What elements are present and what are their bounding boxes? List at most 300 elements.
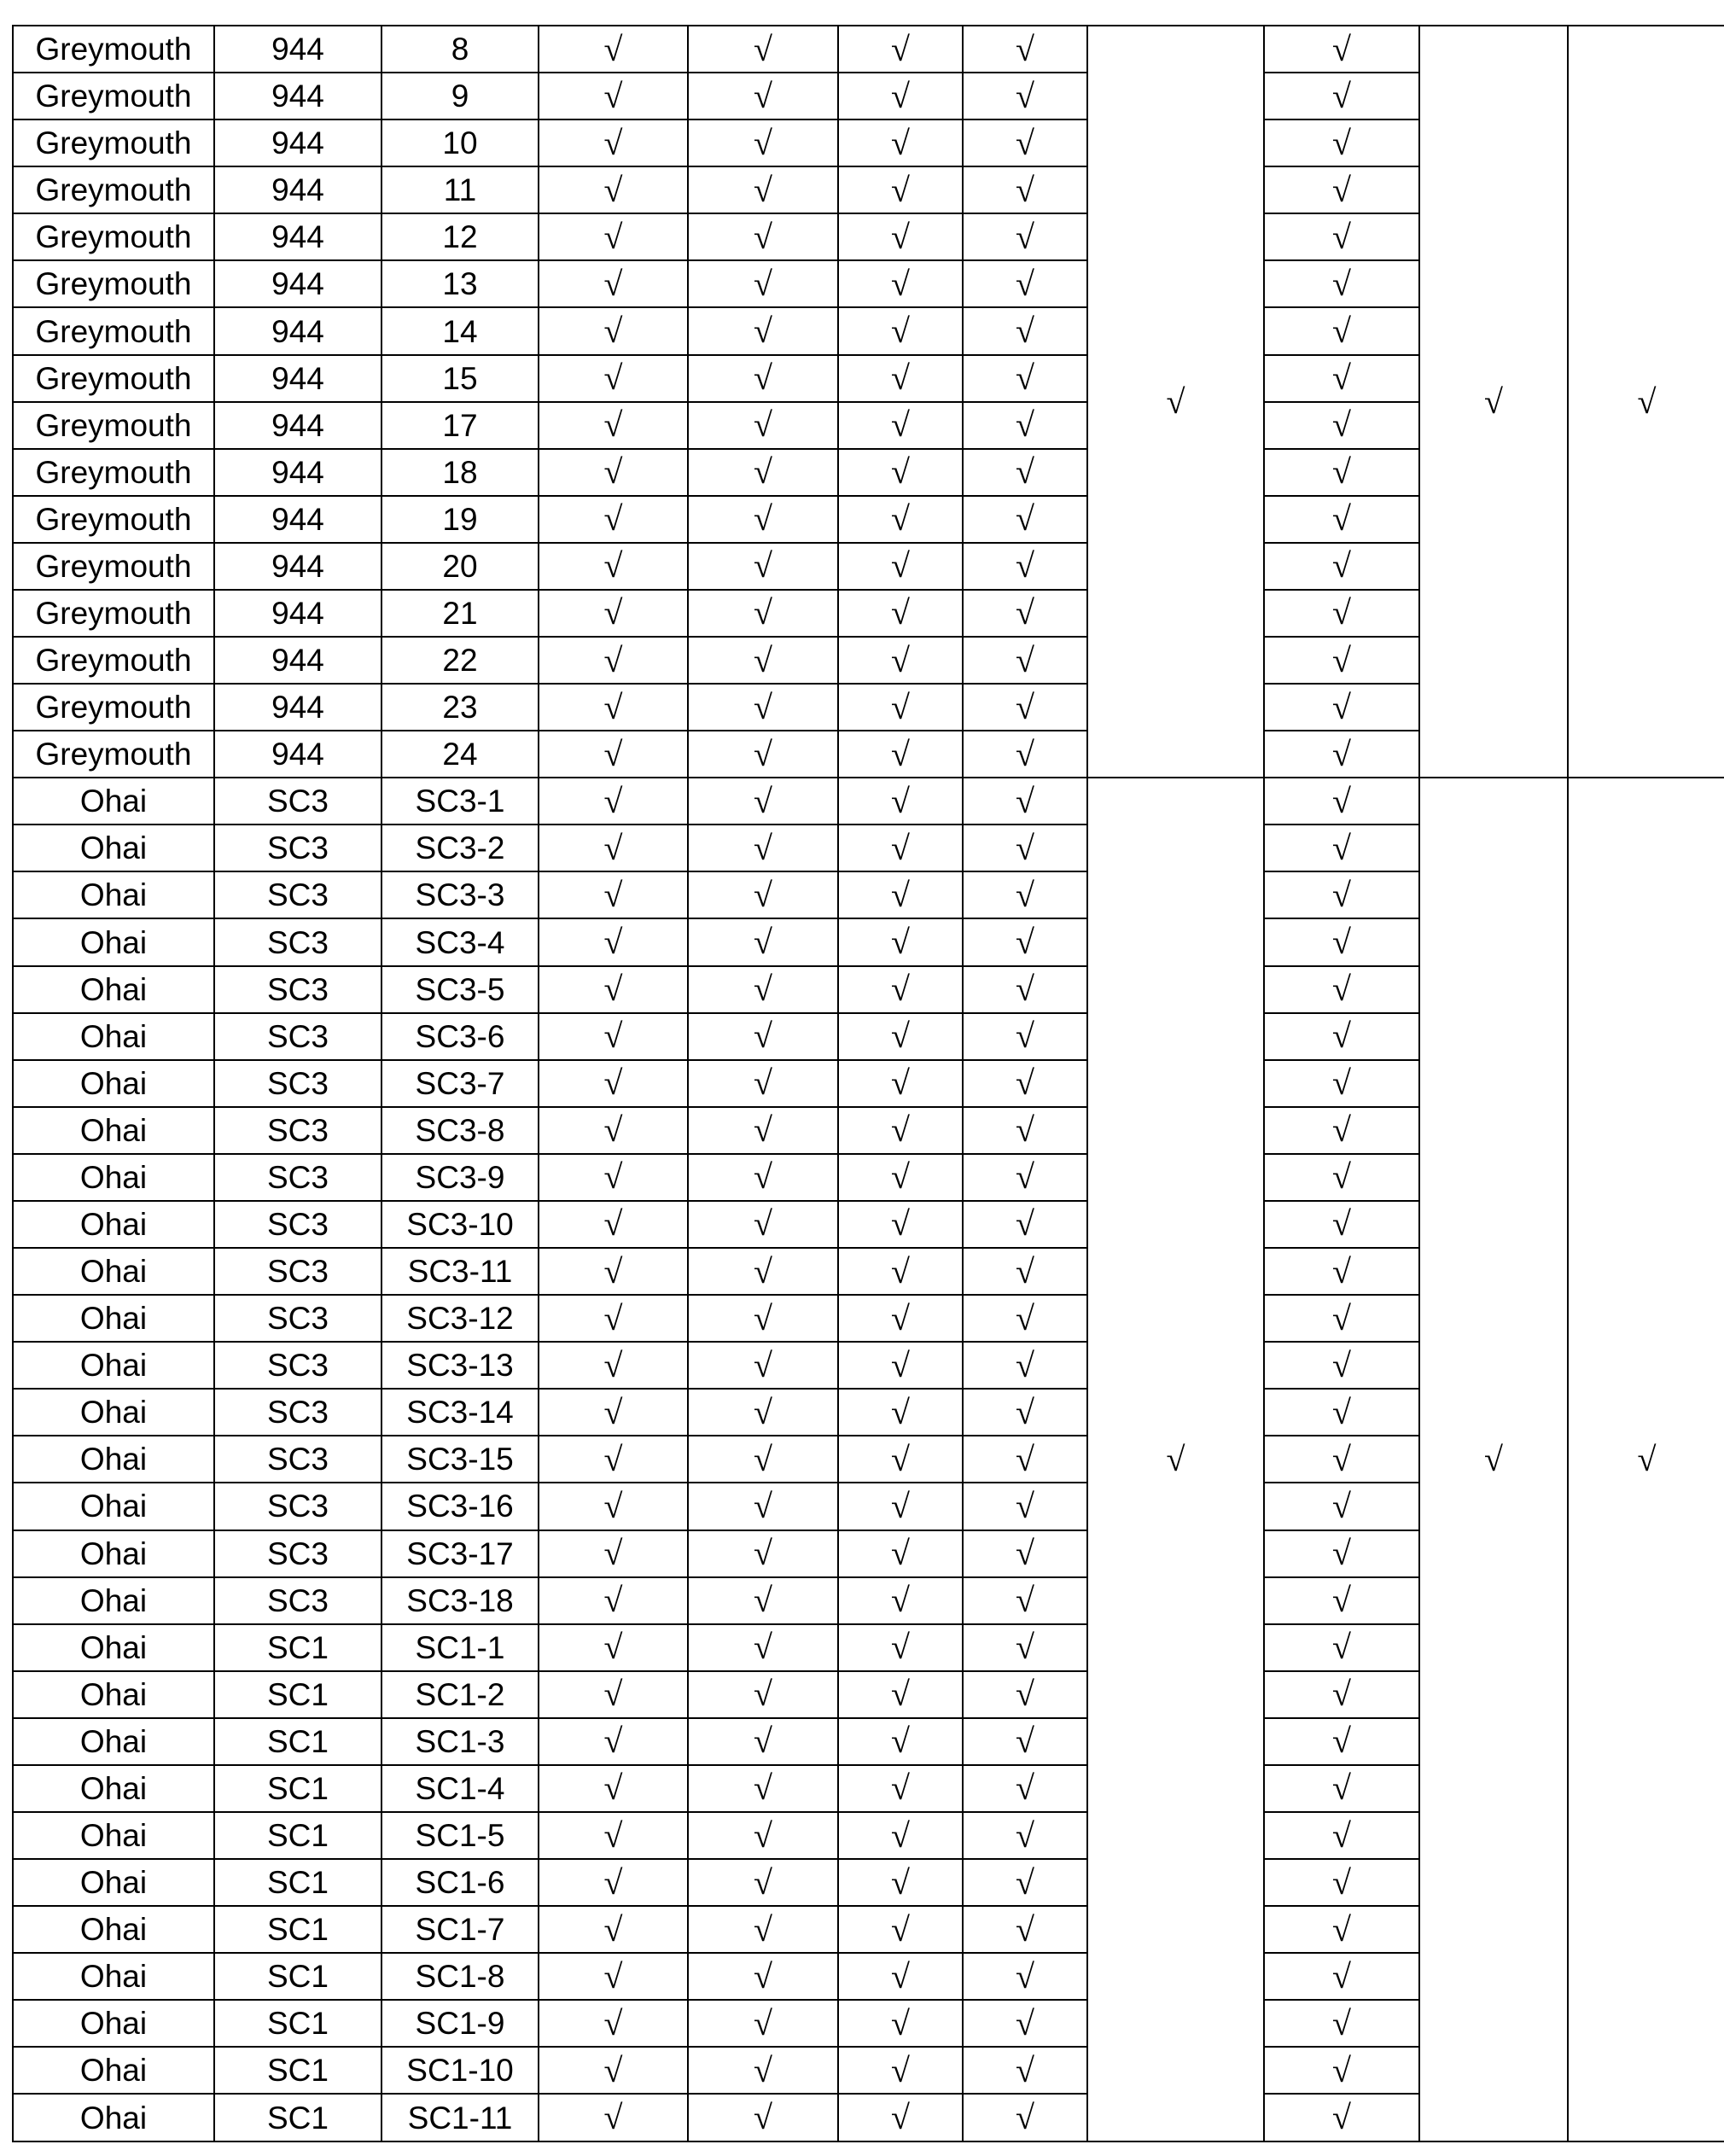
sample-cell: SC1-2 — [381, 1671, 539, 1718]
site-cell: Ohai — [13, 778, 214, 825]
code-cell: SC1 — [214, 1671, 381, 1718]
code-cell: SC1 — [214, 1859, 381, 1906]
check-cell: √ — [838, 966, 963, 1013]
check-cell: √ — [539, 871, 688, 918]
check-cell: √ — [838, 1154, 963, 1201]
sample-cell: 12 — [381, 213, 539, 260]
sample-cell: 19 — [381, 496, 539, 543]
sample-cell: 10 — [381, 119, 539, 166]
code-cell: SC3 — [214, 1154, 381, 1201]
check-cell: √ — [963, 449, 1087, 496]
check-cell: √ — [1264, 1859, 1419, 1906]
sample-cell: SC3-14 — [381, 1389, 539, 1436]
code-cell: SC3 — [214, 1483, 381, 1530]
check-cell: √ — [539, 1107, 688, 1154]
check-cell: √ — [1264, 1765, 1419, 1812]
code-cell: SC1 — [214, 1812, 381, 1859]
check-cell: √ — [539, 1765, 688, 1812]
sample-cell: 9 — [381, 73, 539, 119]
check-cell: √ — [838, 260, 963, 307]
check-cell: √ — [688, 119, 838, 166]
check-cell: √ — [1264, 637, 1419, 684]
check-cell: √ — [838, 1906, 963, 1953]
check-cell: √ — [963, 1812, 1087, 1859]
merged-check-cell: √ — [1419, 778, 1568, 2141]
check-cell: √ — [539, 918, 688, 965]
check-cell: √ — [539, 1060, 688, 1107]
check-cell: √ — [539, 966, 688, 1013]
check-cell: √ — [963, 496, 1087, 543]
check-cell: √ — [838, 1812, 963, 1859]
check-cell: √ — [1264, 1812, 1419, 1859]
check-cell: √ — [688, 871, 838, 918]
check-cell: √ — [539, 1013, 688, 1060]
check-cell: √ — [963, 543, 1087, 590]
check-cell: √ — [1264, 918, 1419, 965]
site-cell: Ohai — [13, 1765, 214, 1812]
sample-cell: SC3-17 — [381, 1530, 539, 1577]
sample-cell: 23 — [381, 684, 539, 731]
check-cell: √ — [838, 1859, 963, 1906]
check-cell: √ — [539, 1812, 688, 1859]
check-cell: √ — [688, 684, 838, 731]
check-cell: √ — [838, 355, 963, 402]
check-cell: √ — [539, 2000, 688, 2047]
site-cell: Ohai — [13, 1671, 214, 1718]
check-cell: √ — [963, 1624, 1087, 1671]
check-cell: √ — [688, 166, 838, 213]
code-cell: 944 — [214, 260, 381, 307]
check-cell: √ — [963, 119, 1087, 166]
check-cell: √ — [963, 731, 1087, 778]
code-cell: 944 — [214, 119, 381, 166]
code-cell: 944 — [214, 590, 381, 637]
check-cell: √ — [963, 1530, 1087, 1577]
check-cell: √ — [1264, 1107, 1419, 1154]
check-cell: √ — [539, 1342, 688, 1389]
check-cell: √ — [1264, 2094, 1419, 2141]
check-cell: √ — [688, 1718, 838, 1765]
check-cell: √ — [1264, 1154, 1419, 1201]
check-cell: √ — [1264, 260, 1419, 307]
sample-cell: SC3-11 — [381, 1248, 539, 1295]
check-cell: √ — [838, 871, 963, 918]
check-cell: √ — [539, 778, 688, 825]
sample-cell: SC3-8 — [381, 1107, 539, 1154]
code-cell: SC3 — [214, 1013, 381, 1060]
check-cell: √ — [688, 1342, 838, 1389]
check-cell: √ — [539, 166, 688, 213]
check-cell: √ — [688, 1577, 838, 1624]
sample-cell: SC3-7 — [381, 1060, 539, 1107]
check-cell: √ — [539, 402, 688, 449]
sample-cell: SC3-16 — [381, 1483, 539, 1530]
check-cell: √ — [838, 590, 963, 637]
check-cell: √ — [1264, 1295, 1419, 1342]
merged-check-cell: √ — [1087, 26, 1264, 778]
site-cell: Greymouth — [13, 26, 214, 73]
sample-cell: SC1-11 — [381, 2094, 539, 2141]
site-cell: Ohai — [13, 1389, 214, 1436]
check-cell: √ — [539, 1530, 688, 1577]
check-cell: √ — [539, 260, 688, 307]
check-cell: √ — [963, 966, 1087, 1013]
code-cell: 944 — [214, 496, 381, 543]
check-cell: √ — [688, 1201, 838, 1248]
site-cell: Ohai — [13, 1953, 214, 2000]
code-cell: 944 — [214, 213, 381, 260]
check-cell: √ — [688, 2000, 838, 2047]
check-cell: √ — [1264, 1953, 1419, 2000]
check-cell: √ — [838, 402, 963, 449]
check-cell: √ — [1264, 966, 1419, 1013]
code-cell: SC3 — [214, 1201, 381, 1248]
check-cell: √ — [963, 1859, 1087, 1906]
check-cell: √ — [838, 1483, 963, 1530]
code-cell: 944 — [214, 166, 381, 213]
sample-cell: 18 — [381, 449, 539, 496]
sample-cell: 11 — [381, 166, 539, 213]
check-cell: √ — [539, 1859, 688, 1906]
check-cell: √ — [838, 1060, 963, 1107]
check-cell: √ — [963, 871, 1087, 918]
check-cell: √ — [838, 825, 963, 871]
site-cell: Ohai — [13, 1154, 214, 1201]
check-cell: √ — [539, 1295, 688, 1342]
sample-cell: SC1-9 — [381, 2000, 539, 2047]
check-cell: √ — [963, 1295, 1087, 1342]
check-cell: √ — [688, 1859, 838, 1906]
check-cell: √ — [963, 1154, 1087, 1201]
code-cell: 944 — [214, 543, 381, 590]
sample-cell: SC3-10 — [381, 1201, 539, 1248]
check-cell: √ — [1264, 543, 1419, 590]
check-cell: √ — [838, 307, 963, 354]
code-cell: SC3 — [214, 778, 381, 825]
check-cell: √ — [688, 1013, 838, 1060]
code-cell: 944 — [214, 402, 381, 449]
check-cell: √ — [539, 307, 688, 354]
check-cell: √ — [539, 684, 688, 731]
code-cell: SC3 — [214, 1295, 381, 1342]
code-cell: 944 — [214, 684, 381, 731]
check-cell: √ — [963, 918, 1087, 965]
check-cell: √ — [1264, 355, 1419, 402]
site-cell: Ohai — [13, 966, 214, 1013]
code-cell: 944 — [214, 355, 381, 402]
code-cell: SC3 — [214, 1060, 381, 1107]
check-cell: √ — [963, 1201, 1087, 1248]
site-cell: Ohai — [13, 1718, 214, 1765]
check-cell: √ — [963, 402, 1087, 449]
check-cell: √ — [838, 1953, 963, 2000]
sample-cell: SC3-15 — [381, 1436, 539, 1483]
site-cell: Ohai — [13, 1107, 214, 1154]
check-cell: √ — [1264, 1906, 1419, 1953]
site-cell: Ohai — [13, 2047, 214, 2094]
check-cell: √ — [963, 355, 1087, 402]
check-cell: √ — [963, 1718, 1087, 1765]
check-cell: √ — [688, 1671, 838, 1718]
site-cell: Greymouth — [13, 213, 214, 260]
site-cell: Greymouth — [13, 119, 214, 166]
check-cell: √ — [838, 543, 963, 590]
site-cell: Ohai — [13, 1624, 214, 1671]
check-cell: √ — [688, 449, 838, 496]
sample-cell: 20 — [381, 543, 539, 590]
check-cell: √ — [1264, 1483, 1419, 1530]
check-cell: √ — [539, 213, 688, 260]
check-cell: √ — [963, 73, 1087, 119]
check-cell: √ — [539, 355, 688, 402]
check-cell: √ — [963, 2094, 1087, 2141]
check-cell: √ — [963, 2000, 1087, 2047]
check-cell: √ — [1264, 26, 1419, 73]
check-cell: √ — [838, 918, 963, 965]
sample-cell: SC3-9 — [381, 1154, 539, 1201]
check-cell: √ — [688, 496, 838, 543]
site-cell: Ohai — [13, 918, 214, 965]
site-cell: Ohai — [13, 1248, 214, 1295]
sample-cell: SC3-4 — [381, 918, 539, 965]
code-cell: SC1 — [214, 2094, 381, 2141]
check-cell: √ — [963, 1483, 1087, 1530]
check-cell: √ — [688, 1765, 838, 1812]
check-cell: √ — [963, 637, 1087, 684]
check-cell: √ — [688, 1060, 838, 1107]
check-cell: √ — [1264, 1530, 1419, 1577]
check-cell: √ — [838, 731, 963, 778]
check-cell: √ — [838, 26, 963, 73]
check-cell: √ — [963, 307, 1087, 354]
check-cell: √ — [838, 1436, 963, 1483]
check-cell: √ — [688, 966, 838, 1013]
merged-check-cell: √ — [1568, 26, 1724, 778]
check-cell: √ — [688, 260, 838, 307]
table-body — [13, 26, 1724, 2141]
check-cell: √ — [963, 1060, 1087, 1107]
check-cell: √ — [688, 637, 838, 684]
check-cell: √ — [688, 543, 838, 590]
sample-cell: 15 — [381, 355, 539, 402]
sample-cell: SC1-3 — [381, 1718, 539, 1765]
check-cell: √ — [1264, 402, 1419, 449]
code-cell: SC3 — [214, 1436, 381, 1483]
check-cell: √ — [838, 1013, 963, 1060]
check-cell: √ — [539, 26, 688, 73]
check-cell: √ — [539, 2047, 688, 2094]
check-cell: √ — [688, 2047, 838, 2094]
check-cell: √ — [838, 1389, 963, 1436]
site-cell: Ohai — [13, 1859, 214, 1906]
check-cell: √ — [1264, 1671, 1419, 1718]
check-cell: √ — [1264, 496, 1419, 543]
site-cell: Ohai — [13, 1906, 214, 1953]
check-cell: √ — [539, 449, 688, 496]
code-cell: 944 — [214, 307, 381, 354]
sample-cell: SC3-18 — [381, 1577, 539, 1624]
sample-cell: SC3-3 — [381, 871, 539, 918]
site-cell: Ohai — [13, 1436, 214, 1483]
check-cell: √ — [963, 1436, 1087, 1483]
site-cell: Greymouth — [13, 731, 214, 778]
check-cell: √ — [1264, 871, 1419, 918]
check-cell: √ — [539, 1953, 688, 2000]
site-cell: Ohai — [13, 1530, 214, 1577]
sample-cell: SC3-1 — [381, 778, 539, 825]
check-cell: √ — [838, 637, 963, 684]
code-cell: SC1 — [214, 1718, 381, 1765]
sample-cell: SC1-7 — [381, 1906, 539, 1953]
check-cell: √ — [1264, 684, 1419, 731]
code-cell: SC3 — [214, 1248, 381, 1295]
site-cell: Ohai — [13, 825, 214, 871]
site-cell: Ohai — [13, 871, 214, 918]
check-cell: √ — [1264, 1342, 1419, 1389]
site-cell: Ohai — [13, 2000, 214, 2047]
table-row — [13, 778, 1724, 825]
sample-cell: SC3-2 — [381, 825, 539, 871]
merged-check-cell: √ — [1087, 778, 1264, 2141]
check-cell: √ — [688, 26, 838, 73]
check-cell: √ — [1264, 1577, 1419, 1624]
site-cell: Greymouth — [13, 402, 214, 449]
merged-check-cell: √ — [1419, 26, 1568, 778]
check-cell: √ — [1264, 1718, 1419, 1765]
site-cell: Ohai — [13, 1342, 214, 1389]
check-cell: √ — [963, 1248, 1087, 1295]
check-cell: √ — [1264, 73, 1419, 119]
site-cell: Ohai — [13, 1295, 214, 1342]
site-cell: Greymouth — [13, 590, 214, 637]
check-cell: √ — [1264, 1060, 1419, 1107]
check-cell: √ — [838, 1671, 963, 1718]
code-cell: SC1 — [214, 2000, 381, 2047]
check-cell: √ — [1264, 166, 1419, 213]
site-cell: Ohai — [13, 1060, 214, 1107]
check-cell: √ — [1264, 1013, 1419, 1060]
check-cell: √ — [1264, 119, 1419, 166]
check-cell: √ — [838, 213, 963, 260]
check-cell: √ — [1264, 2000, 1419, 2047]
check-cell: √ — [539, 1577, 688, 1624]
sample-cell: 17 — [381, 402, 539, 449]
check-cell: √ — [838, 1577, 963, 1624]
check-cell: √ — [539, 543, 688, 590]
code-cell: SC3 — [214, 1342, 381, 1389]
sample-cell: SC1-10 — [381, 2047, 539, 2094]
code-cell: SC3 — [214, 871, 381, 918]
check-cell: √ — [539, 1248, 688, 1295]
code-cell: SC1 — [214, 1953, 381, 2000]
sample-cell: SC1-4 — [381, 1765, 539, 1812]
sample-cell: 8 — [381, 26, 539, 73]
check-cell: √ — [688, 1436, 838, 1483]
code-cell: SC3 — [214, 1107, 381, 1154]
check-cell: √ — [963, 260, 1087, 307]
check-cell: √ — [1264, 1248, 1419, 1295]
check-cell: √ — [838, 73, 963, 119]
code-cell: SC3 — [214, 966, 381, 1013]
site-cell: Ohai — [13, 1201, 214, 1248]
check-cell: √ — [688, 1107, 838, 1154]
site-cell: Greymouth — [13, 260, 214, 307]
check-cell: √ — [838, 1248, 963, 1295]
code-cell: SC1 — [214, 1765, 381, 1812]
check-cell: √ — [539, 637, 688, 684]
check-cell: √ — [539, 1906, 688, 1953]
check-cell: √ — [688, 1906, 838, 1953]
check-cell: √ — [963, 1013, 1087, 1060]
check-cell: √ — [539, 1154, 688, 1201]
check-cell: √ — [688, 1530, 838, 1577]
check-cell: √ — [688, 590, 838, 637]
check-cell: √ — [838, 166, 963, 213]
sample-table — [12, 25, 1724, 2142]
check-cell: √ — [963, 1953, 1087, 2000]
code-cell: SC1 — [214, 1624, 381, 1671]
check-cell: √ — [688, 778, 838, 825]
sample-cell: SC3-5 — [381, 966, 539, 1013]
check-cell: √ — [838, 496, 963, 543]
check-cell: √ — [1264, 731, 1419, 778]
sample-cell: 14 — [381, 307, 539, 354]
check-cell: √ — [688, 1248, 838, 1295]
site-cell: Greymouth — [13, 166, 214, 213]
check-cell: √ — [1264, 590, 1419, 637]
check-cell: √ — [963, 1342, 1087, 1389]
check-cell: √ — [539, 1624, 688, 1671]
check-cell: √ — [688, 213, 838, 260]
sample-cell: SC1-8 — [381, 1953, 539, 2000]
site-cell: Greymouth — [13, 543, 214, 590]
sample-cell: 22 — [381, 637, 539, 684]
check-cell: √ — [838, 1201, 963, 1248]
site-cell: Greymouth — [13, 684, 214, 731]
check-cell: √ — [688, 1389, 838, 1436]
site-cell: Ohai — [13, 2094, 214, 2141]
check-cell: √ — [1264, 307, 1419, 354]
merged-check-cell: √ — [1568, 778, 1724, 2141]
site-cell: Ohai — [13, 1483, 214, 1530]
check-cell: √ — [838, 2000, 963, 2047]
check-cell: √ — [963, 1906, 1087, 1953]
check-cell: √ — [1264, 1624, 1419, 1671]
code-cell: SC3 — [214, 1530, 381, 1577]
check-cell: √ — [838, 1295, 963, 1342]
site-cell: Ohai — [13, 1812, 214, 1859]
sample-cell: SC3-13 — [381, 1342, 539, 1389]
check-cell: √ — [1264, 825, 1419, 871]
sample-table-page — [12, 25, 1724, 2142]
site-cell: Ohai — [13, 1013, 214, 1060]
site-cell: Greymouth — [13, 355, 214, 402]
check-cell: √ — [688, 1953, 838, 2000]
check-cell: √ — [539, 590, 688, 637]
check-cell: √ — [539, 1389, 688, 1436]
check-cell: √ — [963, 1107, 1087, 1154]
check-cell: √ — [539, 1436, 688, 1483]
check-cell: √ — [688, 1483, 838, 1530]
code-cell: 944 — [214, 73, 381, 119]
site-cell: Greymouth — [13, 73, 214, 119]
check-cell: √ — [963, 778, 1087, 825]
check-cell: √ — [539, 2094, 688, 2141]
check-cell: √ — [838, 1765, 963, 1812]
check-cell: √ — [539, 1718, 688, 1765]
check-cell: √ — [688, 73, 838, 119]
sample-cell: SC3-12 — [381, 1295, 539, 1342]
